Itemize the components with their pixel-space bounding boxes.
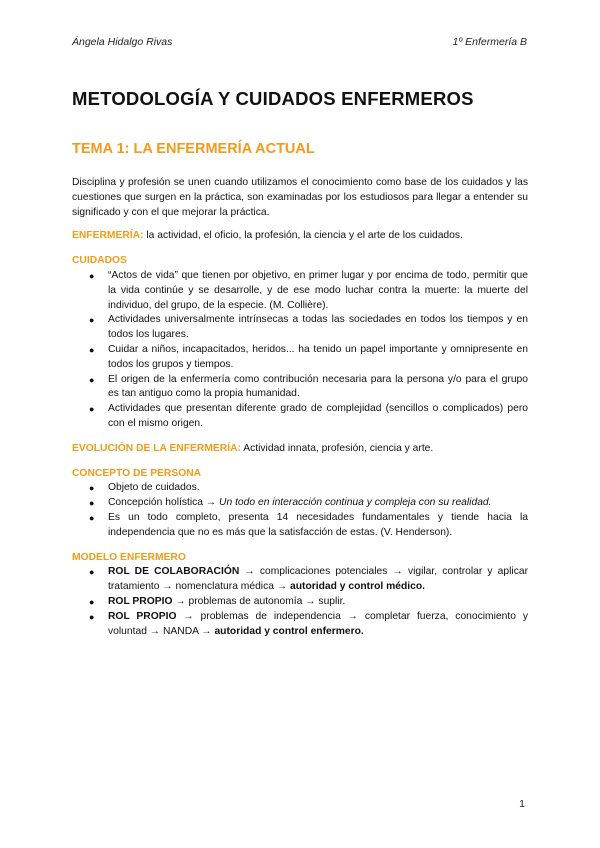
bullet-icon: ● [89, 344, 95, 355]
header-course: 1º Enfermería B [452, 36, 527, 48]
list-item: ● Actividades universalmente intrínsecas a todas las sociedades en todos los tiempos y en todos los lugares. [89, 314, 528, 341]
bullet-icon: ● [89, 498, 95, 509]
list-item: ● Objeto de cuidados. [72, 481, 528, 496]
page-number: 1 [519, 798, 525, 810]
cuidados-heading: CUIDADOS [72, 255, 127, 267]
modelo-section [72, 551, 528, 640]
bullet-icon: ● [89, 512, 95, 523]
list-item: ● El origen de la enfermería como contribución necesaria para la persona y/o para el grupo es tan antiguo como la propia humanidad. [89, 373, 528, 400]
bullet-icon: ● [89, 596, 95, 607]
persona-list [72, 481, 528, 540]
evolucion-definition [72, 442, 528, 457]
header-author: Ángela Hidalgo Rivas [72, 36, 173, 48]
bullet-icon: ● [89, 567, 95, 578]
cuidados-section [72, 254, 528, 432]
persona-section [72, 467, 528, 541]
list-item: ● Cuidar a niños, incapacitados, heridos... ha tenido un papel importante y omnipresente en todos los grupos y tiempos. [89, 343, 528, 370]
list-item: ● “Actos de vida” que tienen por objetivo, en primer lugar y por encima de todo, permitir que la vida continúe y se desarrolle, y de ese modo luchar contra la muerte: la muerte del individuo, del grupo, de la especie. (M. Collière). [89, 269, 528, 311]
persona-heading: CONCEPTO DE PERSONA [72, 467, 202, 479]
list-item: ● ROL PROPIO → problemas de autonomía → suplir. [72, 595, 528, 610]
evolucion-term: EVOLUCIÓN DE LA ENFERMERÍA: [72, 442, 241, 454]
bullet-icon: ● [89, 611, 95, 622]
list-item: ● Es un todo completo, presenta 14 necesidades fundamentales y tiende hacia la independencia que no es más que la satisfacción de estas. (V. Henderson). [89, 511, 528, 538]
bullet-icon: ● [89, 483, 95, 494]
bullet-icon: ● [89, 270, 95, 281]
modelo-list [72, 565, 528, 639]
bullet-icon: ● [89, 315, 95, 326]
cuidados-list [72, 269, 528, 432]
intro-paragraph: Disciplina y profesión se unen cuando utilizamos el conocimiento como base de los cuidados y las cuestiones que surgen en la práctica, son examinadas por los estudiosos para llegar a entender su significado y con el que mejorar la práctica. [72, 177, 528, 218]
document-body [72, 176, 528, 649]
enfermeria-definition [72, 229, 528, 244]
list-item: ● Actividades que presentan diferente grado de complejidad (sencillos o complicados) pero con el mismo origen. [89, 403, 528, 429]
enfermeria-term: ENFERMERÍA: [72, 230, 144, 242]
enfermeria-text: la actividad, el oficio, la profesión, la ciencia y el arte de los cuidados. [143, 230, 463, 242]
list-item: ● ROL DE COLABORACIÓN → complicaciones potenciales → vigilar, controlar y aplicar tratamiento → nomenclatura médica → autoridad y control médico. [89, 566, 528, 593]
list-item: ● ROL PROPIO → problemas de independencia → completar fuerza, conocimiento y voluntad → NANDA → autoridad y control enfermero. [89, 610, 528, 637]
document-title: METODOLOGÍA Y CUIDADOS ENFERMEROS [72, 88, 474, 109]
section-title: TEMA 1: LA ENFERMERÍA ACTUAL [72, 141, 315, 157]
modelo-heading: MODELO ENFERMERO [72, 551, 186, 563]
evolucion-text: Actividad innata, profesión, ciencia y arte. [240, 442, 434, 454]
bullet-icon: ● [89, 404, 95, 415]
bullet-icon: ● [89, 374, 95, 385]
list-item: ● Concepción holística → Un todo en interacción continua y compleja con su realidad. [72, 496, 528, 511]
